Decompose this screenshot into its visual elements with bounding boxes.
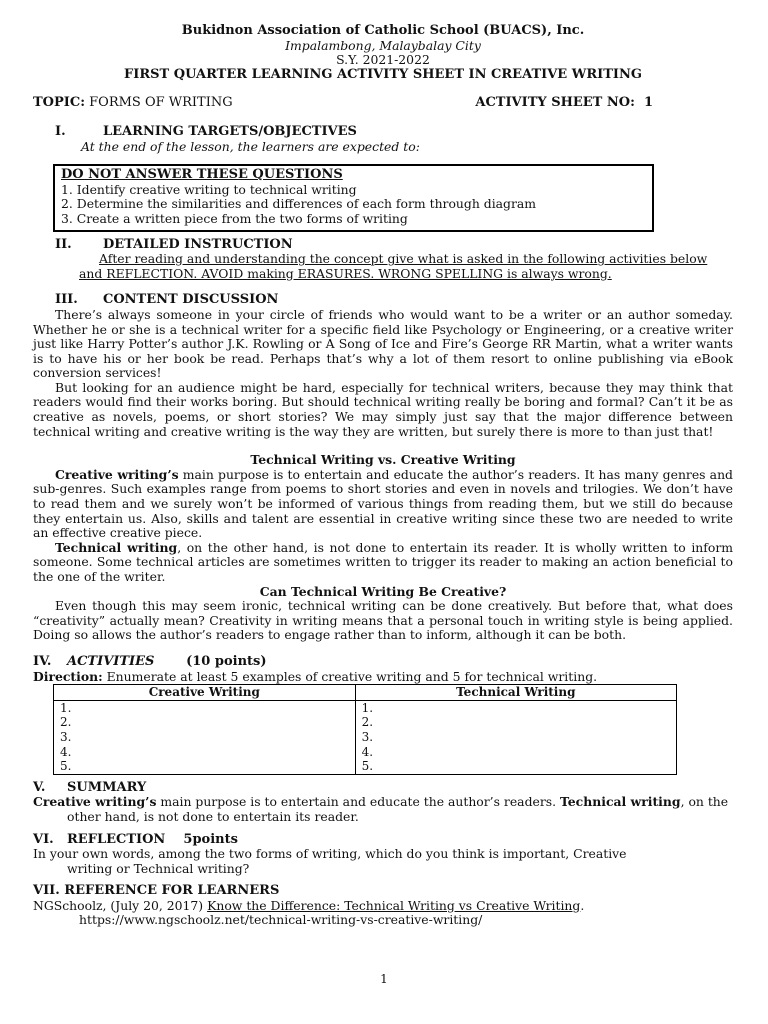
table-row bbox=[54, 715, 677, 730]
technical-answer-cell[interactable]: 3. bbox=[355, 730, 676, 745]
activity-sheet-no bbox=[475, 96, 653, 111]
technical-answer-cell[interactable]: 5. bbox=[355, 759, 676, 774]
table-header-row bbox=[54, 685, 677, 701]
creative-answer-cell[interactable]: 4. bbox=[54, 745, 356, 760]
section-reflection-heading: VI. REFLECTION 5points bbox=[33, 831, 238, 847]
objective-item: 3. Create a written piece from the two forms of writing bbox=[61, 210, 408, 226]
section-summary-heading: V. SUMMARY bbox=[33, 779, 147, 795]
school-name: Bukidnon Association of Catholic School (BUACS), Inc. bbox=[181, 23, 585, 38]
objective-item: 2. Determine the similarities and differences of each form through diagram bbox=[61, 196, 537, 212]
technical-answer-cell[interactable]: 2. bbox=[355, 715, 676, 730]
creative-answer-cell[interactable]: 1. bbox=[54, 700, 356, 715]
summary-text: Creative writing’s main purpose is to entertain and educate the author’s readers. Technical writing, on the other hand, is not done to entertain its reader. bbox=[33, 794, 729, 824]
sheet-no-label: ACTIVITY SHEET NO: bbox=[475, 95, 635, 111]
subheading-tech-vs-creative: Technical Writing vs. Creative Writing bbox=[250, 452, 516, 468]
reference-citation: NGSchoolz, (July 20, 2017) Know the Difference: Technical Writing vs Creative Writing. bbox=[33, 897, 585, 913]
column-header-creative: Creative Writing bbox=[54, 685, 356, 701]
column-header-technical: Technical Writing bbox=[355, 685, 676, 701]
table-row bbox=[54, 700, 677, 715]
technical-answer-cell[interactable]: 4. bbox=[355, 745, 676, 760]
objective-item: 1. Identify creative writing to technical writing bbox=[61, 181, 357, 197]
section-content-heading: III. CONTENT DISCUSSION bbox=[55, 292, 279, 308]
activities-direction: Direction: Enumerate at least 5 examples of creative writing and 5 for technical writing. bbox=[33, 668, 598, 684]
topic-label: TOPIC: bbox=[33, 95, 85, 111]
content-paragraph-1: There’s always someone in your circle of friends who would want to be a writer or an author someday. Whether he or she is a technical writer for a specific field like Psychology or Engineering, or a creative writer just like Harry Potter’s author J.K. Rowling or A Song of Ice and Fire’s George RR Martin, what a writer wants is to have his or her book be read. Perhaps that’s why a lot of them resort to online publishing via eBook conversion services! bbox=[33, 306, 733, 381]
content-paragraph-3: Even though this may seem ironic, technical writing can be done creatively. But before that, what does “creativity” actually mean? Creativity in writing means that a personal touch in writing style is being applied. Doing so allows the author’s readers to engage rather than to inform, although it can be both. bbox=[33, 598, 733, 643]
section-objectives-heading: I. LEARNING TARGETS/OBJECTIVES bbox=[55, 123, 357, 139]
topic bbox=[33, 96, 233, 111]
objectives-box-title: DO NOT ANSWER THESE QUESTIONS bbox=[61, 167, 343, 183]
section-instruction-heading: II. DETAILED INSTRUCTION bbox=[55, 236, 293, 252]
section-activities-heading: IV. ACTIVITIES (10 points) bbox=[33, 653, 267, 669]
activity-sheet bbox=[33, 24, 733, 928]
reference-link-title[interactable]: Know the Difference: Technical Writing vs Creative Writing bbox=[207, 897, 581, 913]
technical-answer-cell[interactable]: 1. bbox=[355, 700, 676, 715]
creative-answer-cell[interactable]: 5. bbox=[54, 759, 356, 774]
table-row bbox=[54, 730, 677, 745]
table-row bbox=[54, 759, 677, 774]
section-reference-heading: VII. REFERENCE FOR LEARNERS bbox=[33, 883, 280, 899]
technical-writing-paragraph: Technical writing, on the other hand, is not done to entertain its reader. It is wholly written to inform someone. Some technical articles are sometimes written to trigger its reader to making an action beneficial to the one of the writer. bbox=[33, 539, 733, 584]
sheet-title: FIRST QUARTER LEARNING ACTIVITY SHEET IN CREATIVE WRITING bbox=[124, 66, 642, 82]
content-paragraph-2: But looking for an audience might be hard, especially for technical writers, because they may think that readers would find their works boring. But should technical writing really be boring and formal? Can’t it be as creative as novels, poems, or short stories? We may simply just say that the major difference between technical writing and creative writing is the way they are written, but surely there is more to than just that! bbox=[33, 379, 733, 439]
page-number: 1 bbox=[380, 972, 388, 986]
activities-table bbox=[53, 684, 677, 775]
sheet-no-value: 1 bbox=[643, 95, 653, 111]
subheading-can-technical-be-creative: Can Technical Writing Be Creative? bbox=[259, 583, 507, 599]
reflection-question: In your own words, among the two forms of writing, which do you think is important, Creative writing or Technical writing? bbox=[33, 846, 627, 876]
school-location: Impalambong, Malaybalay City bbox=[285, 37, 481, 53]
table-row bbox=[54, 745, 677, 760]
objectives-intro: At the end of the lesson, the learners are expected to: bbox=[81, 138, 420, 154]
school-year: S.Y. 2021-2022 bbox=[336, 52, 430, 68]
creative-writing-paragraph: Creative writing’s main purpose is to entertain and educate the author’s readers. It has many genres and sub-genres. Such examples range from poems to short stories and even in novels and trilogies. We don’t have to read them and we surely won’t be informed of various things from reading them, but we still do because they entertain us. Also, skills and talent are essential in creative writing since these two are needed to write an effective creative piece. bbox=[33, 466, 733, 541]
objectives-box bbox=[53, 164, 654, 231]
instruction-line-1: After reading and understanding the concept give what is asked in the following activities below bbox=[99, 251, 708, 267]
reference-url[interactable]: https://www.ngschoolz.net/technical-writing-vs-creative-writing/ bbox=[79, 912, 483, 928]
creative-answer-cell[interactable]: 2. bbox=[54, 715, 356, 730]
instruction-line-2: and REFLECTION. AVOID making ERASURES. WRONG SPELLING is always wrong. bbox=[79, 265, 612, 281]
topic-row bbox=[33, 96, 733, 111]
topic-value: FORMS OF WRITING bbox=[89, 95, 233, 111]
creative-answer-cell[interactable]: 3. bbox=[54, 730, 356, 745]
